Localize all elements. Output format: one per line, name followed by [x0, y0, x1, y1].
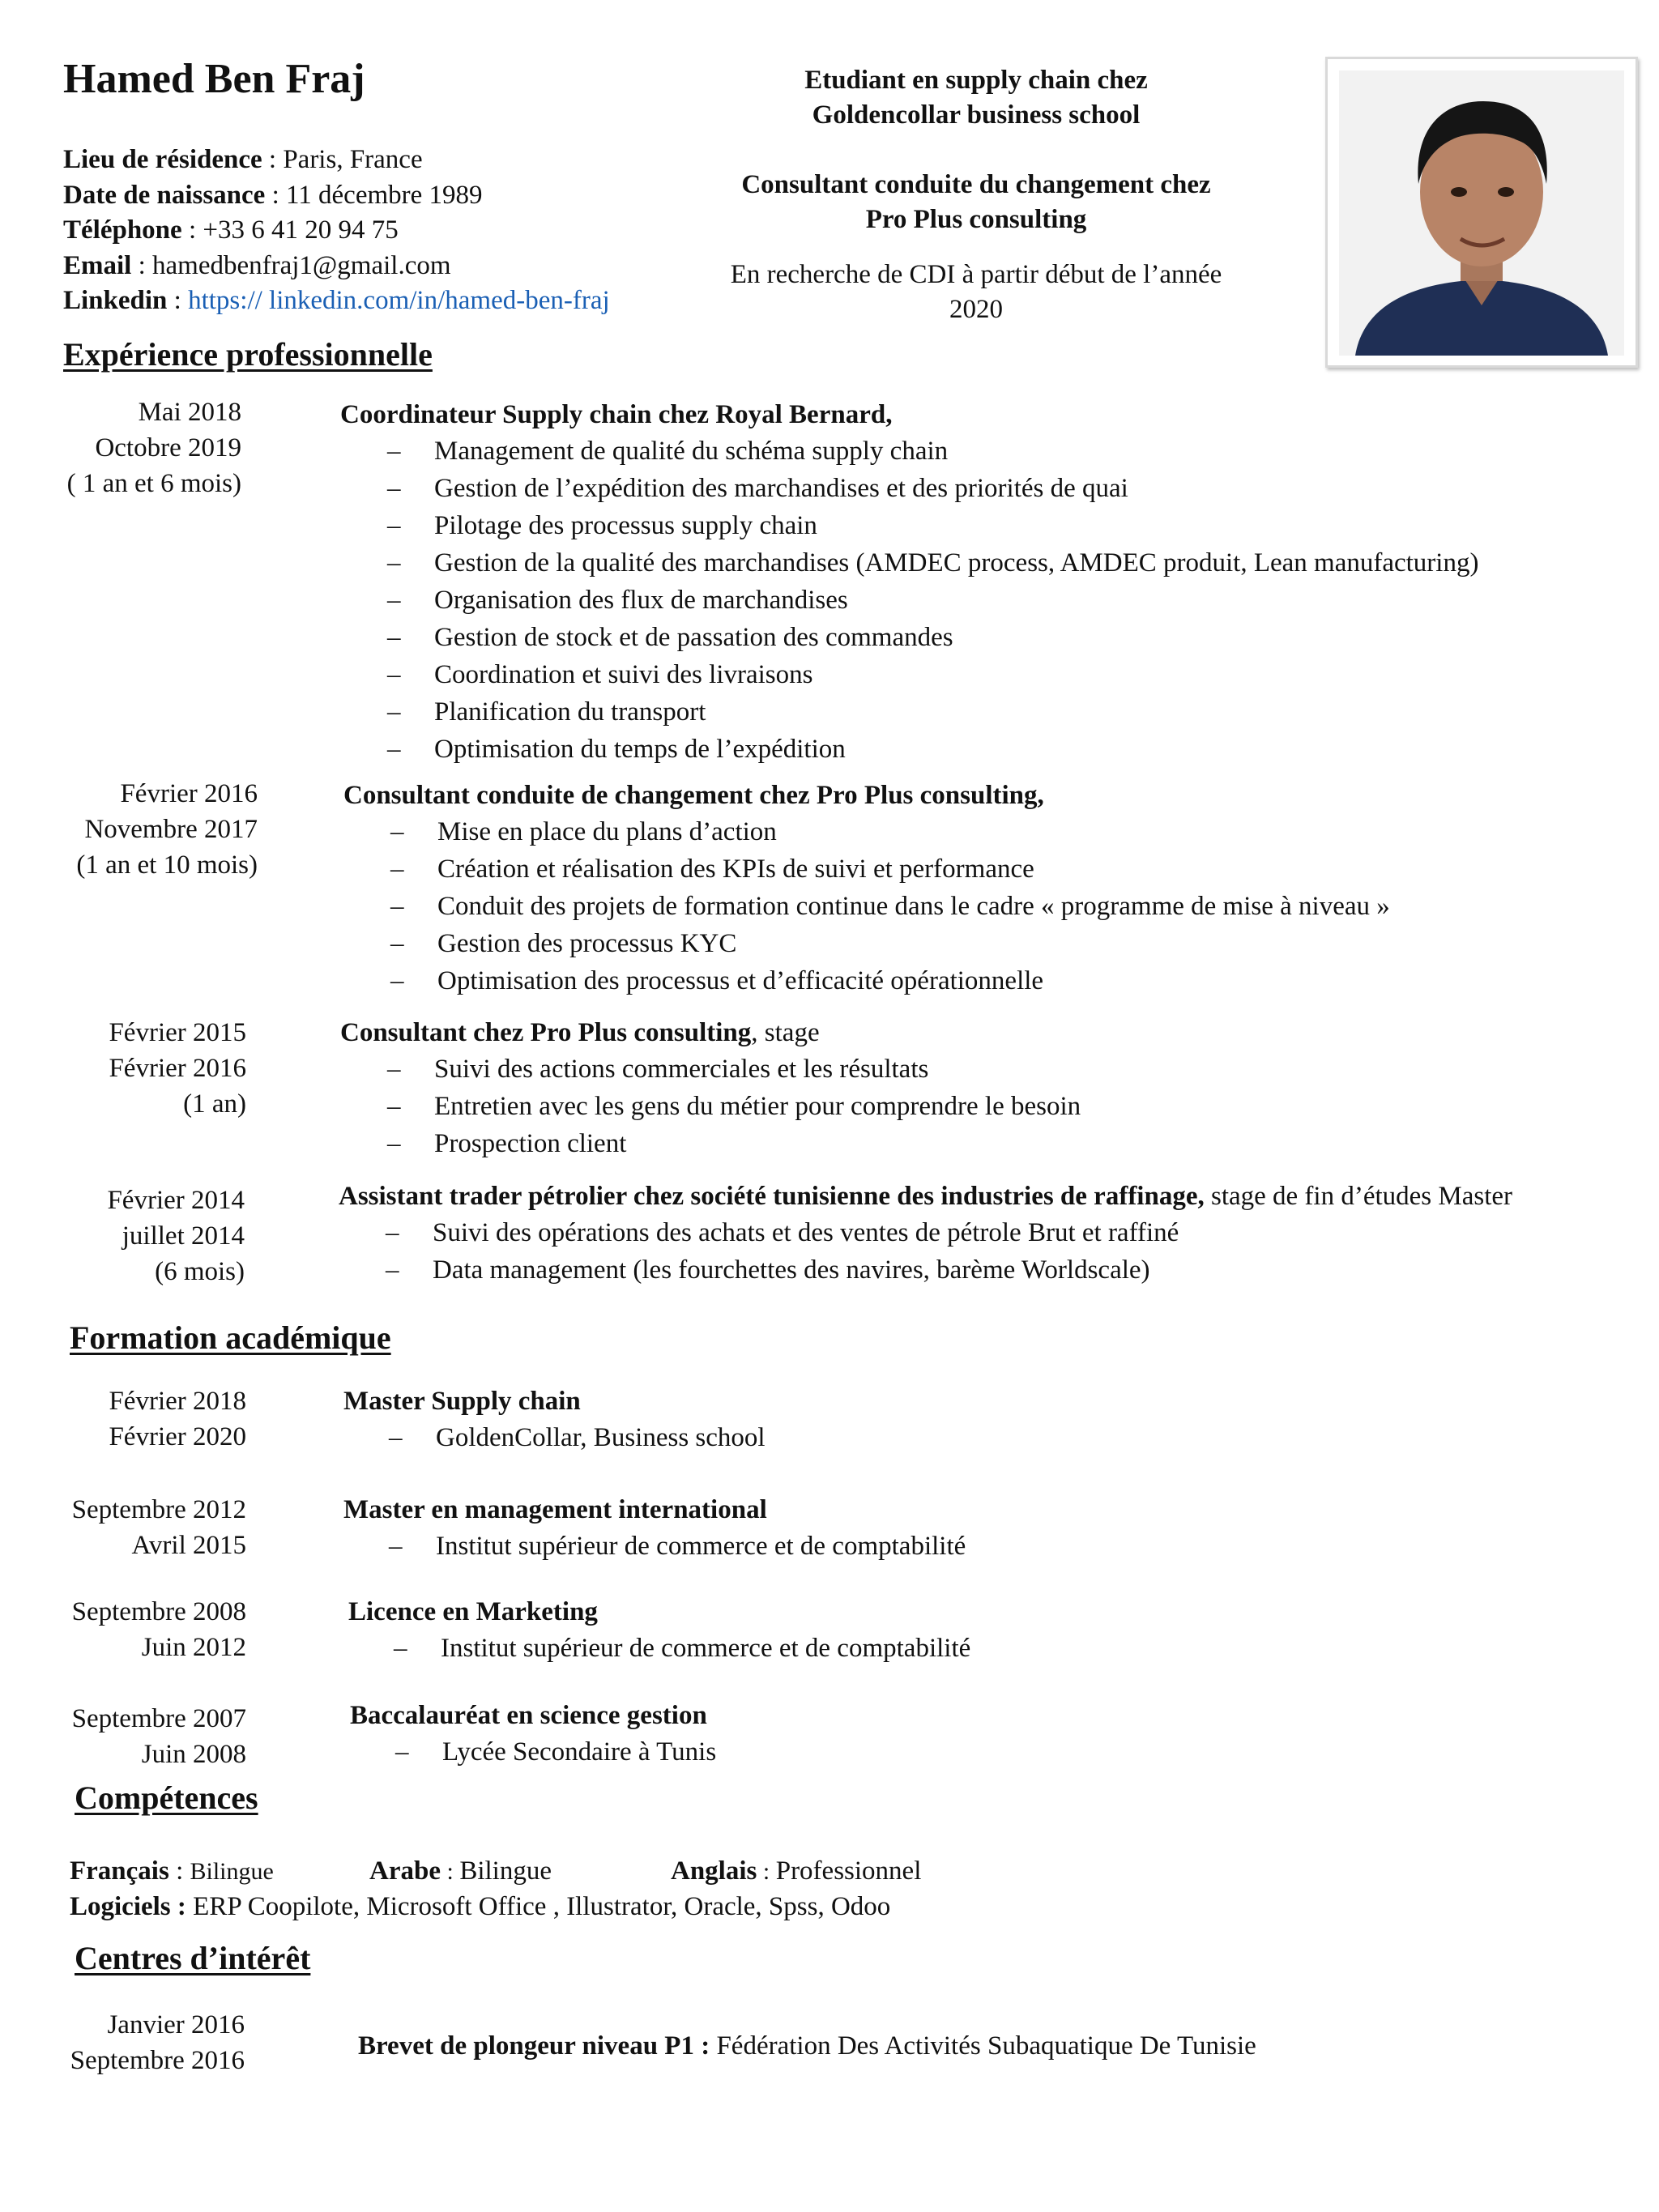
linkedin-link[interactable]: https:// linkedin.com/in/hamed-ben-fraj: [188, 286, 610, 315]
job-2-title: Consultant conduite de changement chez Pro Plus consulting,: [343, 781, 1044, 810]
headline-student: Etudiant en supply chain chez Goldencollar business school: [804, 66, 1148, 130]
list-item: – Planification du transport: [387, 697, 706, 727]
formation-3-title: Licence en Marketing: [348, 1597, 598, 1626]
language-english: Anglais : Professionnel: [671, 1856, 922, 1886]
list-item: – Optimisation du temps de l’expédition: [387, 735, 846, 764]
formation-2-title: Master en management international: [343, 1495, 767, 1524]
job-2-dates: Février 2016 Novembre 2017 (1 an et 10 mois): [76, 779, 258, 880]
profile-photo: [1325, 57, 1638, 368]
job-2-bullets: [390, 813, 1390, 999]
job-3-title: Consultant chez Pro Plus consulting, stage: [340, 1018, 820, 1047]
list-item: – Gestion de la qualité des marchandises (AMDEC process, AMDEC produit, Lean manufacturing): [387, 548, 1479, 578]
languages-row: [70, 1853, 1204, 1889]
list-item: – Coordination et suivi des livraisons: [387, 660, 813, 689]
list-item: – Institut supérieur de commerce et de comptabilité: [394, 1634, 971, 1663]
interest-item: Brevet de plongeur niveau P1 : Fédération Des Activités Subaquatique De Tunisie: [358, 2031, 1256, 2061]
list-item: – Gestion de stock et de passation des commandes: [387, 623, 953, 652]
contact-linkedin: Linkedin : https:// linkedin.com/in/hamed-ben-fraj: [63, 286, 610, 315]
job-3-bullets: [387, 1051, 1081, 1162]
job-4-dates: Février 2014 juillet 2014 (6 mois): [107, 1186, 245, 1286]
job-4-title: Assistant trader pétrolier chez société tunisienne des industries de raffinage, stage de fin d’études Master: [339, 1182, 1513, 1211]
formation-4-dates: Septembre 2007 Juin 2008: [71, 1704, 246, 1769]
language-arabic: Arabe : Bilingue: [369, 1856, 552, 1886]
candidate-name: Hamed Ben Fraj: [63, 56, 365, 102]
list-item: – Optimisation des processus et d’efficacité opérationnelle: [390, 966, 1044, 995]
contact-email: Email : hamedbenfraj1@gmail.com: [63, 250, 451, 280]
job-3-dates: Février 2015 Février 2016 (1 an): [109, 1018, 246, 1119]
job-2: [343, 778, 1390, 999]
job-4-bullets: [386, 1214, 1512, 1289]
contact-residence: Lieu de résidence : Paris, France: [63, 145, 423, 174]
formation-3: [348, 1594, 970, 1667]
list-item: – Management de qualité du schéma supply chain: [387, 437, 949, 466]
job-1: [340, 397, 1478, 768]
job-1-dates: Mai 2018 Octobre 2019 ( 1 an et 6 mois): [66, 398, 241, 498]
formation-1-dates: Février 2018 Février 2020: [109, 1387, 246, 1451]
section-title-experience: Expérience professionnelle: [63, 336, 433, 373]
formation-4-title: Baccalauréat en science gestion: [350, 1701, 707, 1730]
list-item: – Pilotage des processus supply chain: [387, 511, 817, 540]
list-item: – Gestion de l’expédition des marchandises et des priorités de quai: [387, 474, 1128, 503]
formation-1: [343, 1383, 766, 1456]
formation-2: [343, 1492, 966, 1565]
list-item: – Prospection client: [387, 1129, 627, 1158]
headline-consultant: Consultant conduite du changement chez Pro Plus consulting: [741, 170, 1211, 234]
list-item: – Lycée Secondaire à Tunis: [395, 1737, 717, 1767]
list-item: – Conduit des projets de formation continue dans le cadre « programme de mise à niveau »: [390, 892, 1390, 921]
contact-block: [63, 143, 610, 319]
section-title-formation: Formation académique: [70, 1319, 391, 1356]
contact-birthdate: Date de naissance : 11 décembre 1989: [63, 180, 483, 210]
section-title-competences: Compétences: [75, 1779, 258, 1816]
profile-photo-icon: [1339, 70, 1624, 356]
contact-phone: Téléphone : +33 6 41 20 94 75: [63, 215, 399, 245]
job-1-bullets: [387, 433, 1478, 768]
section-title-interets: Centres d’intérêt: [75, 1940, 311, 1976]
job-4: [339, 1178, 1512, 1289]
list-item: – GoldenCollar, Business school: [389, 1423, 766, 1452]
interest-dates: Janvier 2016 Septembre 2016: [70, 2010, 245, 2075]
job-3: [340, 1015, 1081, 1162]
list-item: – Suivi des actions commerciales et les résultats: [387, 1055, 929, 1084]
list-item: – Mise en place du plans d’action: [390, 817, 777, 846]
list-item: – Data management (les fourchettes des navires, barème Worldscale): [386, 1255, 1150, 1285]
formation-2-dates: Septembre 2012 Avril 2015: [71, 1495, 246, 1560]
list-item: – Suivi des opérations des achats et des ventes de pétrole Brut et raffiné: [386, 1218, 1179, 1247]
skills-block: [70, 1853, 1204, 1924]
software-row: Logiciels : ERP Coopilote, Microsoft Office , Illustrator, Oracle, Spss, Odoo: [70, 1892, 891, 1921]
list-item: – Entretien avec les gens du métier pour comprendre le besoin: [387, 1092, 1081, 1121]
job-1-title: Coordinateur Supply chain chez Royal Bernard,: [340, 400, 893, 429]
list-item: – Organisation des flux de marchandises: [387, 586, 848, 615]
list-item: – Gestion des processus KYC: [390, 929, 737, 958]
headline-search: En recherche de CDI à partir début de l’année 2020: [730, 260, 1222, 324]
language-french: Français : Bilingue: [70, 1856, 274, 1886]
formation-1-title: Master Supply chain: [343, 1387, 581, 1416]
formation-3-dates: Septembre 2008 Juin 2012: [71, 1597, 246, 1662]
formation-4: [350, 1698, 716, 1771]
list-item: – Création et réalisation des KPIs de suivi et performance: [390, 855, 1034, 884]
list-item: – Institut supérieur de commerce et de comptabilité: [389, 1532, 966, 1561]
